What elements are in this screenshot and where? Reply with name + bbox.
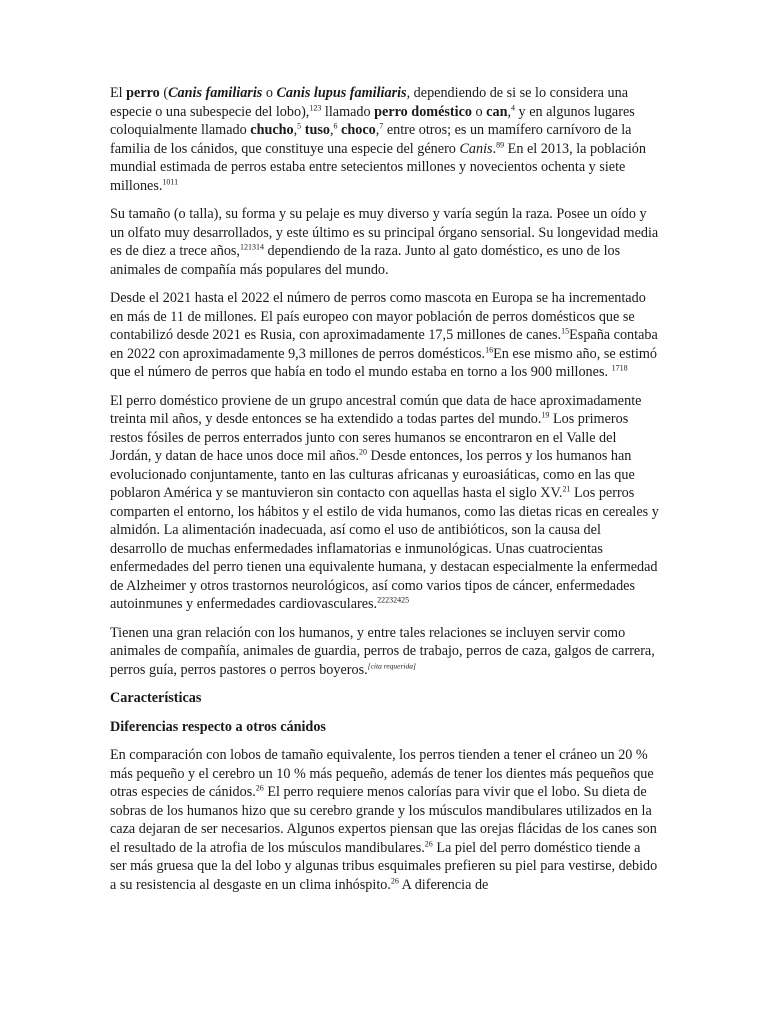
- citation-ref[interactable]: 4: [511, 102, 515, 112]
- term-perro-domestico: perro doméstico: [374, 103, 472, 120]
- term-canis: Canis: [459, 140, 493, 157]
- article-body: [110, 84, 660, 904]
- paragraph-differences: [110, 746, 660, 894]
- citation-ref[interactable]: 1011: [162, 176, 179, 186]
- text: España contaba en 2022 con aproximadamente 9,3 millones de perros domésticos.: [110, 327, 658, 362]
- paragraph-intro: [110, 84, 660, 195]
- paragraph-relationship: [110, 624, 660, 680]
- term-can: can: [486, 103, 508, 120]
- text: Tienen una gran relación con los humanos, y entre tales relaciones se incluyen servir como animales de compañía, animales de guardia, perros de trabajo, perros de caza, galgos de carrera, perros guía, perros pastores o perros boyeros.: [110, 624, 655, 678]
- citation-ref[interactable]: 20: [359, 447, 367, 457]
- text: Desde entonces, los perros y los humanos han evolucionado conjuntamente, tanto en las culturas africanas y euroasiáticas, como en las que poblaron América y se mantuvieron sin contacto con aquellas hasta el siglo XV.: [110, 448, 635, 501]
- text: En el 2013, la población mundial estimada de perros estaba entre setecientos millones y novecientos ochenta y siete millones.: [110, 140, 646, 194]
- citation-ref[interactable]: 26: [424, 838, 433, 848]
- term-choco: choco: [341, 122, 376, 138]
- text: .: [492, 140, 497, 157]
- citation-needed[interactable]: [cita requerida]: [367, 660, 416, 670]
- citation-ref[interactable]: 5: [297, 121, 302, 131]
- text: llamado: [321, 103, 375, 120]
- text: entre otros; es un mamífero carnívoro de la familia de los cánidos, que constituye una especie del género: [110, 122, 632, 157]
- citation-ref[interactable]: 19: [541, 410, 550, 420]
- text: Los primeros restos fósiles de perros enterrados junto con seres humanos se encontraron en el Valle del Jordán, y datan de hace unos doce mil años.: [110, 411, 629, 464]
- citation-ref[interactable]: 123: [309, 102, 322, 112]
- text: (: [159, 85, 169, 101]
- citation-ref[interactable]: 21: [562, 484, 571, 494]
- term-chucho: chucho: [250, 122, 294, 138]
- text: o: [262, 85, 277, 101]
- heading-diferencias: Diferencias respecto a otros cánidos: [110, 718, 326, 735]
- term-perro: perro: [126, 85, 160, 101]
- text: dependiendo de la raza. Junto al gato doméstico, es uno de los animales de compañía más populares del mundo.: [110, 243, 621, 278]
- citation-ref[interactable]: 7: [379, 121, 384, 131]
- text: o: [471, 103, 487, 120]
- paragraph-population: [110, 289, 660, 382]
- text: ,: [507, 103, 511, 120]
- text: El: [110, 85, 127, 101]
- text: En comparación con lobos de tamaño equivalente, los perros tienden a tener el cráneo un 20 % más pequeño y el cerebro un 10 % más pequeño, además de tener los dientes más pequeños que otras especies de cánidos.: [110, 747, 654, 800]
- text: Desde el 2021 hasta el 2022 el número de perros como mascota en Europa se ha incrementado en más de 11 de millones. El país europeo con mayor población de perros domésticos que se contabilizó desde 2021 es Rusia, con aproximadamente 17,5 millones de canes.: [110, 290, 646, 343]
- term-canis-lupus-familiaris: Canis lupus familiaris: [276, 85, 407, 101]
- heading-caracteristicas: Características: [110, 690, 202, 706]
- citation-ref[interactable]: 1718: [611, 363, 628, 373]
- citation-ref[interactable]: 16: [485, 344, 494, 354]
- text: , dependiendo de si se lo considera una especie o una subespecie del lobo),: [110, 85, 628, 120]
- citation-ref[interactable]: 15: [561, 326, 570, 336]
- text: Su tamaño (o talla), su forma y su pelaje es muy diverso y varía según la raza. Posee un oído y un olfato muy desarrollados, y este último es su principal órgano sensorial. Su longevidad media es de diez a trece años,: [110, 206, 659, 259]
- citation-ref[interactable]: 6: [333, 121, 338, 131]
- term-tuso: tuso: [304, 122, 330, 138]
- text: ,: [375, 122, 380, 138]
- text: Los perros comparten el entorno, los hábitos y el estilo de vida humanos, como las dietas ricas en cereales y almidón. La alimentación inadecuada, así como el uso de antibióticos, son la causa del desarrollo de muchas enfermedades inflamatorias e inmunológicas. Unas cuatrocientas enfermedades del perro tienen una equivalente humana, y destacan especialmente la enfermedad de Alzheimer y otros trastornos neurológicos, así como varios tipos de cáncer, enfermedades autoinmunes y enfermedades cardiovasculares.: [110, 485, 659, 612]
- citation-ref[interactable]: 89: [496, 139, 505, 149]
- text: ,: [329, 122, 334, 138]
- paragraph-origin: [110, 392, 660, 614]
- text: El perro doméstico proviene de un grupo ancestral común que data de hace aproximadamente treinta mil años, y desde entonces se ha extendido a todas partes del mundo.: [110, 392, 642, 427]
- term-canis-familiaris: Canis familiaris: [168, 85, 263, 101]
- citation-ref[interactable]: 26: [255, 783, 264, 793]
- text: El perro requiere menos calorías para vivir que el lobo. Su dieta de sobras de los humanos hizo que su cerebro grande y los músculos mandibulares utilizados en la caza dejaran de ser necesarios. Algunos expertos piensan que las orejas flácidas de los canes son el resultado de la atrofia de los músculos mandibulares.: [110, 784, 657, 856]
- text: La piel del perro doméstico tiende a ser más gruesa que la del lobo y algunas tribus esquimales prefieren su piel para vestirse, debido a su resistencia al desgaste en un clima inhóspito.: [110, 839, 658, 893]
- text: A diferencia de: [398, 876, 489, 893]
- text: y en algunos lugares coloquialmente llamado: [110, 103, 635, 138]
- text: ,: [293, 122, 298, 138]
- paragraph-size: [110, 205, 660, 279]
- text: En ese mismo año, se estimó que el número de perros que había en todo el mundo estaba en torno a los 900 millones.: [110, 345, 658, 380]
- citation-ref[interactable]: 26: [390, 875, 399, 885]
- citation-ref[interactable]: 121314: [239, 242, 264, 252]
- citation-ref[interactable]: 22232425: [377, 595, 410, 605]
